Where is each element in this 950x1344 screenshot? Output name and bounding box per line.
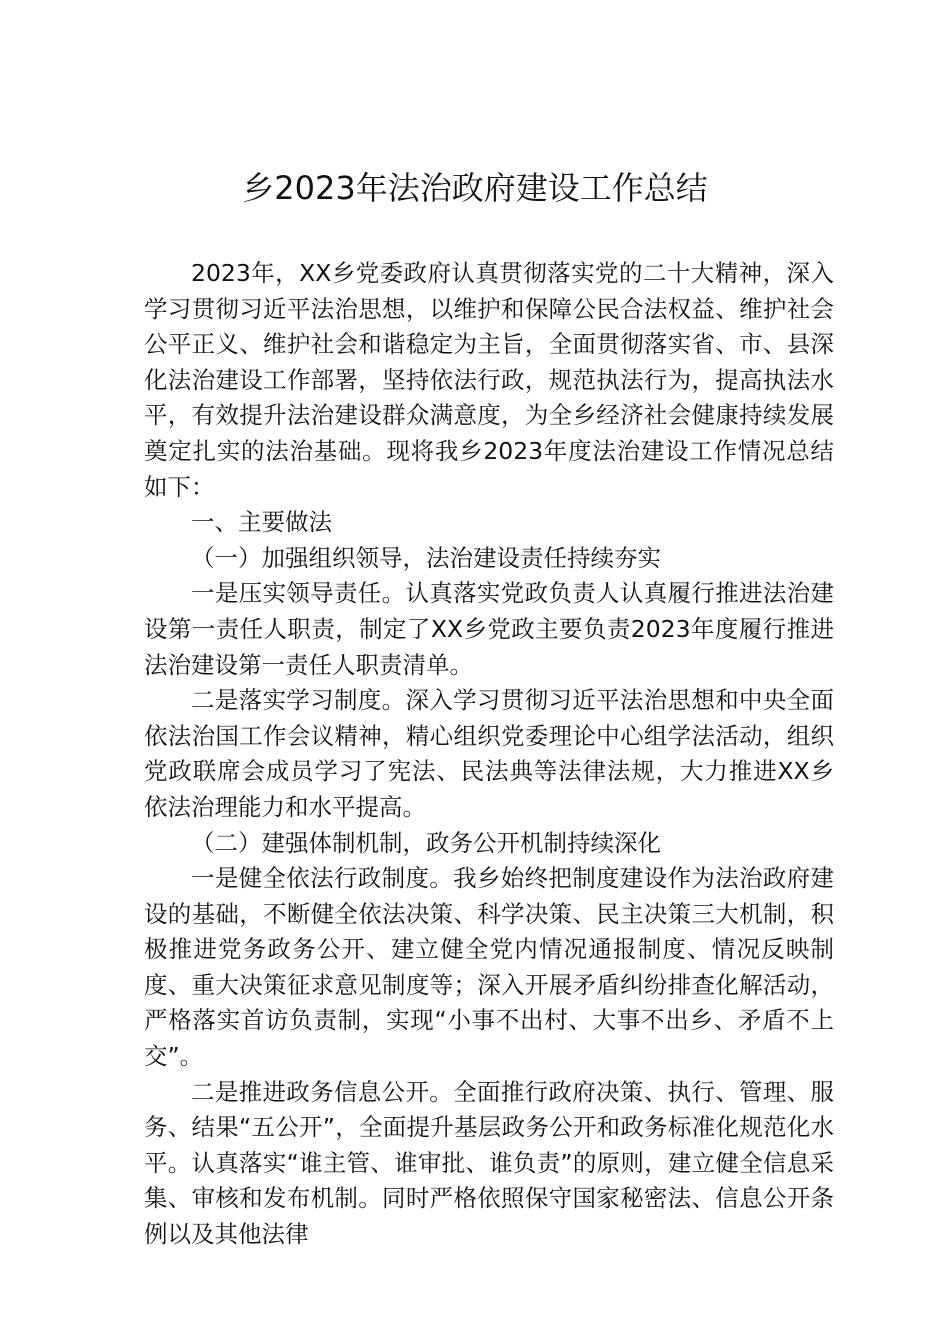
- section-heading-main-practices: 一、主要做法: [191, 508, 332, 537]
- document-title: 乡2023年法治政府建设工作总结: [242, 169, 708, 207]
- subsection-2-paragraph-1: 一是健全依法行政制度。我乡始终把制度建设作为法治政府建设的基础，不断健全依法决策、科学决策、民主决策三大机制，积极推进党务政务公开、建立健全党内情况通报制度、情况反映制度、重大决策征求意见制度等；深入开展矛盾纠纷排查化解活动，严格落实首访负责制，实现“小事不出村、大事不出乡、矛盾不上交”。: [144, 864, 834, 1071]
- subsection-heading-1: （一）加强组织领导，法治建设责任持续夯实: [191, 543, 661, 572]
- subsection-2-paragraph-2: 二是推进政务信息公开。全面推行政府决策、执行、管理、服务、结果“五公开”，全面提升基层政务公开和政务标准化规范化水平。认真落实“谁主管、谁审批、谁负责”的原则，建立健全信息采集、审核和发布机制。同时严格依照保守国家秘密法、信息公开条例以及其他法律: [144, 1077, 834, 1249]
- intro-paragraph: 2023年，XX乡党委政府认真贯彻落实党的二十大精神，深入学习贯彻习近平法治思想，以维护和保障公民合法权益、维护社会公平正义、维护社会和谐稳定为主旨，全面贯彻落实省、市、县深化法治建设工作部署，坚持依法行政，规范执法行为，提高执法水平，有效提升法治建设群众满意度，为全乡经济社会健康持续发展奠定扎实的法治基础。现将我乡2023年度法治建设工作情况总结如下：: [144, 259, 834, 501]
- document-body: [144, 256, 834, 1253]
- subsection-1-paragraph-1: 一是压实领导责任。认真落实党政负责人认真履行推进法治建设第一责任人职责，制定了XX乡党政主要负责2023年度履行推进法治建设第一责任人职责清单。: [144, 579, 834, 679]
- subsection-heading-2: （二）建强体制机制，政务公开机制持续深化: [191, 828, 661, 857]
- subsection-1-paragraph-2: 二是落实学习制度。深入学习贯彻习近平法治思想和中央全面依法治国工作会议精神，精心组织党委理论中心组学法活动，组织党政联席会成员学习了宪法、民法典等法律法规，大力推进XX乡依法治理能力和水平提高。: [144, 686, 834, 821]
